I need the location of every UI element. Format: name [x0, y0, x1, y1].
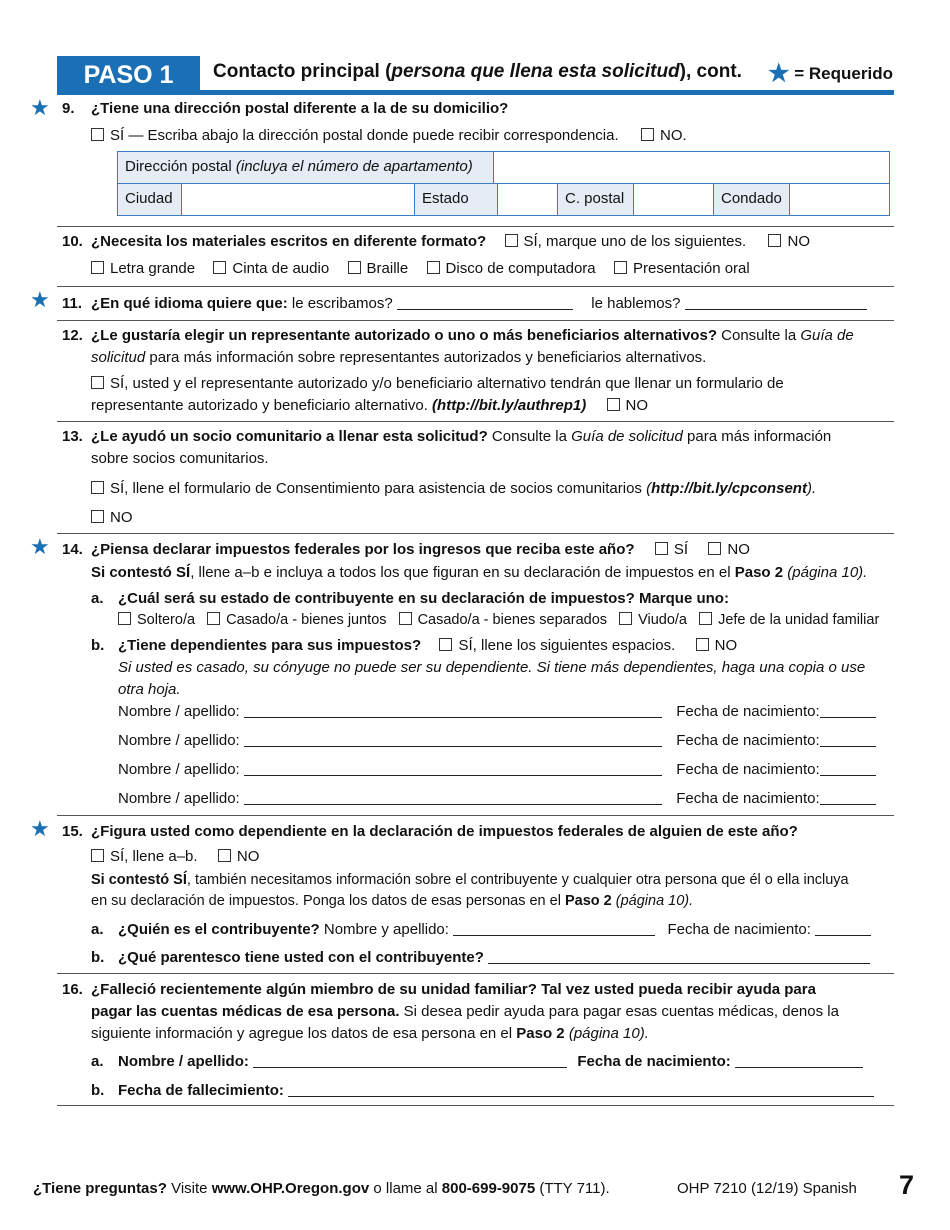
q15-options: SÍ, llene a–b. NO [91, 848, 259, 865]
deceased-dob-input[interactable] [735, 1053, 863, 1068]
mailing-address-input[interactable] [493, 151, 890, 184]
divider [57, 973, 894, 974]
q14b-yes-checkbox[interactable] [439, 638, 452, 651]
q15b-letter: b. [91, 949, 105, 966]
q16a-row: Nombre / apellido: Fecha de nacimiento: [118, 1053, 863, 1070]
q15b-row: ¿Qué parentesco tiene usted con el contribuyente? [118, 949, 870, 966]
date-of-death-input[interactable] [288, 1082, 874, 1097]
q10-number: 10. [62, 233, 83, 250]
q15-number: 15. [62, 823, 83, 840]
q13-line1: ¿Le ayudó un socio comunitario a llenar esta solicitud? Consulte la Guía de solicitud para más información [91, 428, 832, 445]
q9-question: ¿Tiene una dirección postal diferente a la de su domicilio? [91, 100, 509, 117]
q12-line1: ¿Le gustaría elegir un representante autorizado o uno o más beneficiarios alternativos? Consulte la Guía de [91, 327, 854, 344]
widowed-checkbox[interactable] [619, 612, 632, 625]
city-label: Ciudad [117, 183, 182, 216]
q13-yes-row: SÍ, llene el formulario de Consentimiento para asistencia de socios comunitarios (http://bit.ly/cpconsent). [91, 480, 816, 497]
computer-disk-checkbox[interactable] [427, 261, 440, 274]
divider [57, 533, 894, 534]
required-star-icon: ★ [30, 534, 50, 559]
dependent-row: Nombre / apellido: Fecha de nacimiento: [118, 790, 876, 807]
phone-number: 800-699-9075 [441, 1180, 536, 1197]
filing-status-options: Soltero/a Casado/a - bienes juntos Casado/a - bienes separados Viudo/a Jefe de la unidad familiar [118, 612, 879, 628]
authrep-link[interactable]: (http://bit.ly/authrep1) [432, 397, 587, 414]
q14-no-checkbox[interactable] [708, 542, 721, 555]
married-joint-checkbox[interactable] [207, 612, 220, 625]
q14b-row: ¿Tiene dependientes para sus impuestos? SÍ, llene los siguientes espacios. NO [118, 637, 738, 654]
q11-row: ¿En qué idioma quiere que: le escribamos? le hablemos? [91, 295, 867, 312]
divider [57, 1105, 894, 1106]
q9-yes-checkbox[interactable] [91, 128, 104, 141]
q13-line2: sobre socios comunitarios. [91, 450, 269, 467]
q14a-question: ¿Cuál será su estado de contribuyente en su declaración de impuestos? Marque uno: [118, 590, 729, 607]
divider [57, 286, 894, 287]
deceased-name-input[interactable] [253, 1053, 567, 1068]
dependent-dob-input[interactable] [820, 761, 876, 776]
dependent-row: Nombre / apellido: Fecha de nacimiento: [118, 703, 876, 720]
q16-number: 16. [62, 981, 83, 998]
q10-yes-checkbox[interactable] [505, 234, 518, 247]
ohp-website-link[interactable]: www.OHP.Oregon.gov [211, 1180, 370, 1197]
zip-input[interactable] [633, 183, 714, 216]
dependent-name-input[interactable] [244, 790, 662, 805]
braille-checkbox[interactable] [348, 261, 361, 274]
q15-question: ¿Figura usted como dependiente en la declaración de impuestos federales de alguien de este año? [91, 823, 798, 840]
city-input[interactable] [181, 183, 415, 216]
q9-number: 9. [62, 100, 75, 117]
q9-no-checkbox[interactable] [641, 128, 654, 141]
page-title: Contacto principal (persona que llena esta solicitud), cont. [213, 61, 742, 82]
relationship-input[interactable] [488, 949, 870, 964]
step-label: PASO 1 [83, 61, 174, 89]
county-input[interactable] [789, 183, 890, 216]
taxpayer-name-input[interactable] [453, 921, 655, 936]
q16-line1: ¿Falleció recientemente algún miembro de su unidad familiar? Tal vez usted pueda recibir ayuda para [91, 981, 816, 998]
q14-number: 14. [62, 541, 83, 558]
required-star-icon: ★ [30, 816, 50, 841]
q13-yes-checkbox[interactable] [91, 481, 104, 494]
divider [57, 421, 894, 422]
q9-options: SÍ — Escriba abajo la dirección postal donde puede recibir correspondencia. NO. [91, 127, 687, 144]
q16a-letter: a. [91, 1053, 104, 1070]
required-star-icon: ★ [30, 287, 50, 312]
q15a-letter: a. [91, 921, 104, 938]
q14b-note-2: otra hoja. [118, 681, 181, 698]
divider [57, 226, 894, 227]
q15a-row: ¿Quién es el contribuyente? Nombre y apellido: Fecha de nacimiento: [118, 921, 871, 938]
q14-yes-checkbox[interactable] [655, 542, 668, 555]
q13-number: 13. [62, 428, 83, 445]
q12-line2: solicitud para más información sobre representantes autorizados y beneficiarios alternativos. [91, 349, 707, 366]
q13-no-checkbox[interactable] [91, 510, 104, 523]
footer-contact: ¿Tiene preguntas? Visite www.OHP.Oregon.gov o llame al 800-699-9075 (TTY 711). [33, 1180, 610, 1197]
q12-yes-row: SÍ, usted y el representante autorizado y/o beneficiario alternativo tendrán que llenar un formulario de [91, 375, 784, 392]
dependent-name-input[interactable] [244, 732, 662, 747]
q12-yes-row-2: representante autorizado y beneficiario alternativo. (http://bit.ly/authrep1) NO [91, 397, 649, 414]
dependent-row: Nombre / apellido: Fecha de nacimiento: [118, 732, 876, 749]
dependent-name-input[interactable] [244, 761, 662, 776]
page-number: 7 [899, 1170, 915, 1200]
q10-question-row: ¿Necesita los materiales escritos en diferente formato? SÍ, marque uno de los siguientes. NO [91, 233, 810, 250]
q14-question-row: ¿Piensa declarar impuestos federales por los ingresos que reciba este año? SÍ NO [91, 541, 750, 558]
single-checkbox[interactable] [118, 612, 131, 625]
dependent-name-input[interactable] [244, 703, 662, 718]
header-rule [57, 90, 894, 95]
q14a-letter: a. [91, 590, 104, 607]
q14-note: Si contestó SÍ, llene a–b e incluya a todos los que figuran en su declaración de impuestos en el Paso 2 (página 10). [91, 564, 868, 581]
required-legend: ★ = Requerido [768, 60, 893, 87]
head-of-household-checkbox[interactable] [699, 612, 712, 625]
dependent-row: Nombre / apellido: Fecha de nacimiento: [118, 761, 876, 778]
q16-line2: pagar las cuentas médicas de esa persona. Si desea pedir ayuda para pagar esas cuentas médicas, denos la [91, 1003, 839, 1020]
large-print-checkbox[interactable] [91, 261, 104, 274]
dependent-dob-input[interactable] [820, 732, 876, 747]
required-star-icon: ★ [30, 95, 50, 120]
q10-no-checkbox[interactable] [768, 234, 781, 247]
q14b-letter: b. [91, 637, 105, 654]
dependent-dob-input[interactable] [820, 703, 876, 718]
step-badge [57, 56, 200, 92]
q10-format-options: Letra grande Cinta de audio Braille Disco de computadora Presentación oral [91, 260, 750, 277]
q12-no-checkbox[interactable] [607, 398, 620, 411]
oral-presentation-checkbox[interactable] [614, 261, 627, 274]
dependent-dob-input[interactable] [820, 790, 876, 805]
audio-tape-checkbox[interactable] [213, 261, 226, 274]
state-label: Estado [414, 183, 498, 216]
divider [57, 320, 894, 321]
q15-yes-checkbox[interactable] [91, 849, 104, 862]
divider [57, 815, 894, 816]
q15-note-2: en su declaración de impuestos. Ponga los datos de esas personas en el Paso 2 (página 10). [91, 893, 694, 909]
q16b-letter: b. [91, 1082, 105, 1099]
q11-number: 11. [62, 295, 83, 312]
cpconsent-link[interactable]: http://bit.ly/cpconsent [651, 480, 807, 497]
q15-no-checkbox[interactable] [218, 849, 231, 862]
mailing-address-grid [117, 151, 890, 215]
q13-no-row: NO [91, 509, 133, 526]
speak-language-input[interactable] [685, 295, 867, 310]
state-input[interactable] [497, 183, 558, 216]
star-icon: ★ [768, 60, 790, 87]
write-language-input[interactable] [397, 295, 573, 310]
q12-yes-checkbox[interactable] [91, 376, 104, 389]
mailing-address-label: Dirección postal (incluya el número de apartamento) [117, 151, 494, 184]
county-label: Condado [713, 183, 790, 216]
q14b-note-1: Si usted es casado, su cónyuge no puede ser su dependiente. Si tiene más dependientes, haga una copia o use [118, 659, 866, 676]
taxpayer-dob-input[interactable] [815, 921, 871, 936]
q15-note-1: Si contestó SÍ, también necesitamos información sobre el contribuyente y cualquier otra persona que él o ella incluya [91, 872, 849, 888]
married-separate-checkbox[interactable] [399, 612, 412, 625]
q14b-no-checkbox[interactable] [696, 638, 709, 651]
q12-number: 12. [62, 327, 83, 344]
zip-label: C. postal [557, 183, 634, 216]
form-number: OHP 7210 (12/19) Spanish [677, 1180, 857, 1197]
q16-line3: siguiente información y agregue los datos de esa persona en el Paso 2 (página 10). [91, 1025, 649, 1042]
q16b-row: Fecha de fallecimiento: [118, 1082, 874, 1099]
